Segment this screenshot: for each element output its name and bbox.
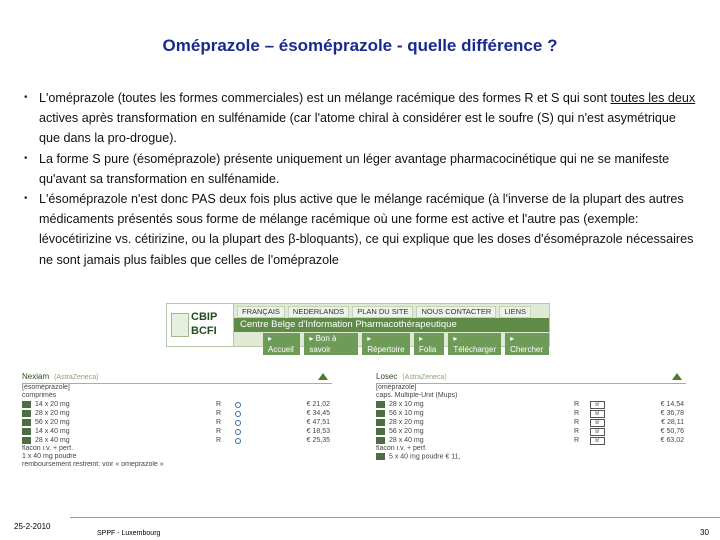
banner-link[interactable]: ▸ Accueil	[263, 333, 300, 355]
reimbursement-code: R	[574, 401, 580, 408]
panel-body	[22, 384, 332, 469]
reimbursement-code: R	[216, 428, 222, 435]
reimbursement-code: R	[216, 401, 222, 408]
footer-organisation: SPPF - Luxembourg	[97, 530, 161, 537]
banner-link[interactable]: ▸ Folia	[414, 333, 444, 355]
product-dose: 56 x 20 mg	[35, 419, 70, 426]
product-dose: 28 x 40 mg	[35, 437, 70, 444]
panel-line: comprimés	[22, 392, 57, 399]
slide-title: Oméprazole – ésoméprazole - quelle différence ?	[162, 36, 558, 55]
collapse-triangle-icon[interactable]	[672, 373, 682, 380]
panel-line: 1 x 40 mg poudre	[22, 453, 77, 460]
banner-link[interactable]: ▸ Répertoire	[362, 333, 410, 355]
info-box[interactable]: b!	[590, 437, 605, 445]
package-icon[interactable]	[22, 437, 31, 444]
cbip-logo	[167, 304, 234, 346]
reimbursement-code: R	[216, 437, 222, 444]
product-price: € 14,54	[660, 401, 684, 408]
info-dot-icon[interactable]	[235, 411, 241, 417]
package-icon[interactable]	[376, 428, 385, 435]
nav-tab[interactable]: NOUS CONTACTER	[416, 306, 496, 318]
nav-tab[interactable]: PLAN DU SITE	[352, 306, 413, 318]
panel-line: [ésoméprazole]	[22, 384, 70, 391]
bullet-text: La forme S pure (ésoméprazole) présente uniquement un léger avantage pharmacocinétique qui ne se manifeste qu'avant sa transformation en sulfénamide.	[39, 151, 670, 186]
product-row	[22, 409, 332, 418]
product-dose: 28 x 20 mg	[389, 419, 424, 426]
bullet-item	[24, 88, 696, 149]
package-icon[interactable]	[22, 419, 31, 426]
info-box[interactable]: b!	[590, 428, 605, 436]
cbip-banner	[166, 303, 550, 354]
package-icon[interactable]	[22, 410, 31, 417]
package-icon[interactable]	[376, 410, 385, 417]
panel-header	[376, 372, 686, 384]
bullet-text: toutes les deux	[610, 91, 696, 105]
product-row	[376, 427, 686, 436]
panel-title: Losec	[376, 372, 398, 381]
logo-text-top: CBIP	[191, 311, 218, 323]
package-icon[interactable]	[376, 437, 385, 444]
bullet-list	[24, 88, 696, 270]
panel-line: [oméprazole]	[376, 384, 417, 391]
banner-link[interactable]: ▸ Chercher	[505, 333, 549, 355]
product-row	[376, 418, 686, 427]
product-dose: 14 x 20 mg	[35, 401, 70, 408]
package-icon[interactable]	[22, 428, 31, 435]
product-price: € 18,53	[306, 428, 330, 435]
product-dose: 28 x 40 mg	[389, 437, 424, 444]
reimbursement-code: R	[216, 419, 222, 426]
nav-tab[interactable]: NEDERLANDS	[288, 306, 349, 318]
product-price: € 50,76	[660, 428, 684, 435]
nexiam-panel	[22, 372, 332, 482]
product-dose: 56 x 20 mg	[389, 428, 424, 435]
footer-divider	[70, 517, 720, 518]
bullet-text: actives après transformation en sulfénamide (car l'atome chiral à considérer est le soufre (S) qui n'est asymétrique que dans la pro-drogue).	[39, 111, 676, 146]
product-dose: 28 x 10 mg	[389, 401, 424, 408]
bullet-item	[24, 189, 696, 270]
info-box[interactable]: b!	[590, 419, 605, 427]
info-box[interactable]: b!	[590, 410, 605, 418]
losec-panel	[376, 372, 686, 482]
logo-text-bottom: BCFI	[191, 325, 217, 337]
package-icon[interactable]	[376, 401, 385, 408]
product-dose: 14 x 40 mg	[35, 428, 70, 435]
product-row	[22, 418, 332, 427]
reimbursement-code: R	[574, 419, 580, 426]
bullet-text: L'oméprazole (toutes les formes commerciales) est un mélange racémique des formes R et S qui sont	[39, 91, 611, 105]
banner-org-name: Centre Belge d'Information Pharmacothérapeutique	[234, 318, 549, 332]
reimbursement-code: R	[574, 428, 580, 435]
panel-line: flacon i.v. + perf.	[376, 445, 428, 452]
info-box[interactable]: b!	[590, 401, 605, 409]
product-row	[22, 436, 332, 445]
panel-line: remboursement restreint: voir « omeprazole »	[22, 461, 164, 468]
page-number: 30	[700, 528, 709, 537]
reimbursement-code: R	[574, 437, 580, 444]
info-dot-icon[interactable]	[235, 420, 241, 426]
product-row	[376, 409, 686, 418]
product-price: € 34,45	[306, 410, 330, 417]
collapse-triangle-icon[interactable]	[318, 373, 328, 380]
logo-mark-icon	[171, 313, 189, 337]
reimbursement-code: R	[216, 410, 222, 417]
banner-links	[263, 333, 549, 355]
panel-header	[22, 372, 332, 384]
footer-date: 25-2-2010	[14, 522, 51, 531]
product-row	[376, 436, 686, 445]
product-price: € 47,51	[306, 419, 330, 426]
nav-tab[interactable]: LIENS	[499, 306, 531, 318]
panel-subtitle: (AstraZeneca)	[54, 374, 99, 381]
package-icon[interactable]	[376, 453, 385, 460]
panel-line: flacon i.v. + perf.	[22, 445, 74, 452]
bullet-item	[24, 149, 696, 189]
product-price: € 28,11	[661, 419, 684, 426]
panel-body	[376, 384, 686, 461]
product-price: € 21,02	[306, 401, 330, 408]
banner-link[interactable]: ▸ Bon à savoir	[304, 333, 358, 355]
package-icon[interactable]	[22, 401, 31, 408]
product-row	[376, 400, 686, 409]
product-dose: 56 x 10 mg	[389, 410, 424, 417]
product-price: € 25,35	[306, 437, 330, 444]
panel-title: Nexiam	[22, 372, 50, 381]
nav-tab[interactable]: FRANÇAIS	[237, 306, 285, 318]
info-dot-icon[interactable]	[235, 402, 241, 408]
info-dot-icon[interactable]	[235, 429, 241, 435]
reimbursement-code: R	[574, 410, 580, 417]
product-row	[22, 400, 332, 409]
product-price: € 63,02	[660, 437, 684, 444]
bullet-text: L'ésoméprazole n'est donc PAS deux fois plus active que le mélange racémique (à l'inverse de la plupart des autres médicaments présentés sous forme de mélange racémique où une forme est active et l'autre pas (exemple: lévocétirizine vs. cétirizine, ou la plupart des β-bloquants), ce qui explique que les doses d'ésoméprazole nécessaires ne sont jamais plus faibles que celles de l'oméprazole	[39, 192, 694, 267]
banner-link[interactable]: ▸ Télécharger	[448, 333, 501, 355]
info-dot-icon[interactable]	[235, 438, 241, 444]
product-dose: 28 x 20 mg	[35, 410, 70, 417]
product-price: € 36,78	[660, 410, 684, 417]
panel-subtitle: (AstraZeneca)	[402, 374, 447, 381]
panel-line: caps. Multiple-Unit (Mups)	[376, 392, 458, 399]
panel-line: 5 x 40 mg poudre € 11,	[376, 453, 686, 461]
package-icon[interactable]	[376, 419, 385, 426]
product-row	[22, 427, 332, 436]
banner-nav	[237, 306, 531, 318]
